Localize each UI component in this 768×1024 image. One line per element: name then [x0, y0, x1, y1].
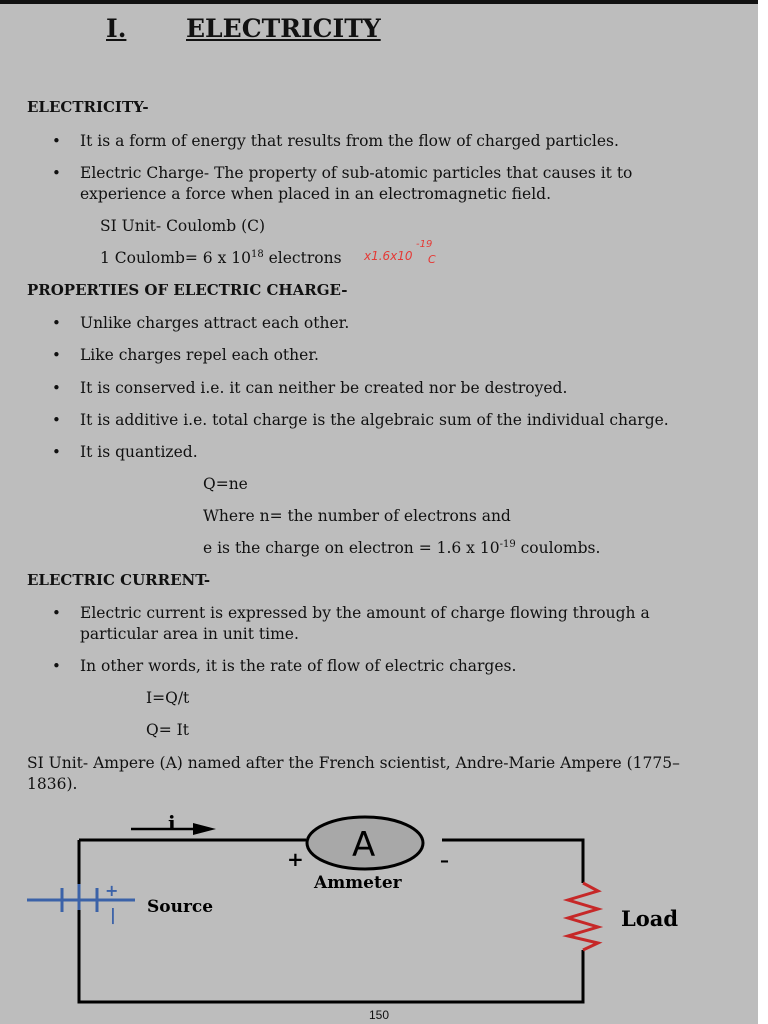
electron-charge-prefix: e is the charge on electron = 1.6 x 10 — [203, 539, 500, 557]
battery-minus: | — [110, 905, 116, 924]
formula-q-it: Q= It — [146, 721, 189, 739]
property-bullet-5: It is quantized. — [80, 443, 198, 461]
bullet-dot: • — [52, 657, 61, 675]
electron-charge-text — [203, 539, 600, 557]
bullet-dot: • — [52, 164, 61, 182]
ammeter-label: Ammeter — [314, 873, 402, 893]
bullet-dot: • — [52, 314, 61, 332]
where-n-text: Where n= the number of electrons and — [203, 507, 511, 525]
formula-q-ne: Q=ne — [203, 475, 248, 493]
chapter-number: I. — [106, 14, 127, 43]
top-border — [0, 0, 768, 4]
bullet-dot: • — [52, 346, 61, 364]
right-border — [758, 0, 768, 1024]
bullet-dot: • — [52, 132, 61, 150]
current-bullet-1: Electric current is expressed by the amount of charge flowing through a particular area in unit time. — [80, 604, 650, 643]
handwritten-annotation — [364, 239, 436, 266]
coulomb-prefix: 1 Coulomb= 6 x 10 — [100, 249, 251, 267]
resistor-zigzag — [568, 883, 598, 950]
bottom-wire — [79, 910, 583, 1002]
bullet-dot: • — [52, 411, 61, 429]
handwritten-base: x1.6x10 — [364, 249, 413, 263]
si-unit-coulomb: SI Unit- Coulomb (C) — [100, 217, 266, 235]
bullet-dot: • — [52, 379, 61, 397]
source-label: Source — [147, 897, 214, 917]
bullet-dot: • — [52, 604, 61, 622]
ammeter-symbol: A — [352, 825, 376, 865]
coulomb-exponent: 18 — [250, 249, 264, 260]
formula-i-q-t: I=Q/t — [146, 689, 190, 707]
property-bullet-2: Like charges repel each other. — [80, 346, 319, 364]
current-arrow-head — [193, 823, 216, 835]
battery-plus: + — [105, 881, 119, 900]
electron-charge-exponent: -19 — [499, 539, 516, 550]
properties-heading: PROPERTIES OF ELECTRIC CHARGE- — [27, 281, 348, 299]
ammeter-minus: – — [440, 850, 449, 871]
electron-charge-suffix: coulombs. — [515, 539, 601, 557]
bullet-dot: • — [52, 443, 61, 461]
electricity-heading: ELECTRICITY- — [27, 98, 149, 116]
current-bullet-2: In other words, it is the rate of flow of electric charges. — [80, 657, 517, 675]
circuit-diagram — [0, 808, 758, 1008]
coulomb-suffix: electrons — [263, 249, 342, 267]
electricity-bullet-2: Electric Charge- The property of sub-atomic particles that causes it to experience a force when placed in an electromagnetic field. — [80, 164, 633, 203]
current-label: i — [168, 811, 176, 835]
property-bullet-4: It is additive i.e. total charge is the algebraic sum of the individual charge. — [80, 411, 669, 429]
property-bullet-1: Unlike charges attract each other. — [80, 314, 350, 332]
current-heading: ELECTRIC CURRENT- — [27, 571, 211, 589]
handwritten-exponent: -19 — [416, 239, 433, 250]
electricity-bullet-1: It is a form of energy that results from the flow of charged particles. — [80, 132, 619, 150]
chapter-title: ELECTRICITY — [186, 14, 381, 43]
ammeter-plus: + — [287, 847, 304, 871]
load-label: Load — [621, 906, 679, 931]
property-bullet-3: It is conserved i.e. it can neither be created nor be destroyed. — [80, 379, 568, 397]
coulomb-definition — [100, 249, 342, 267]
handwritten-unit: C — [428, 253, 436, 266]
page-number: 150 — [369, 1008, 390, 1022]
si-unit-ampere: SI Unit- Ampere (A) named after the French scientist, Andre-Marie Ampere (1775–1836). — [27, 754, 680, 793]
top-right-wire — [442, 840, 583, 883]
